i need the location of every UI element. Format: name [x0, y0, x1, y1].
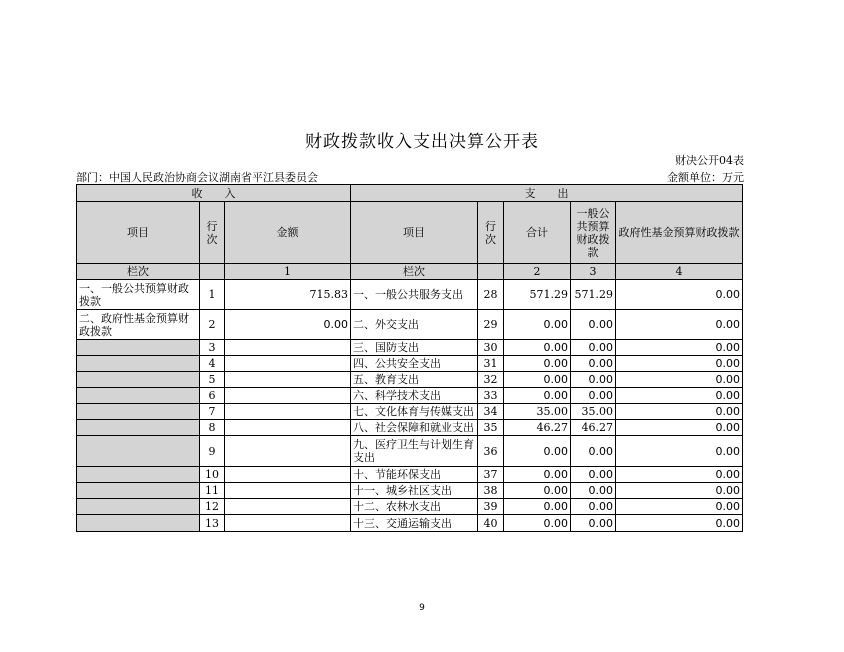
column-header-row [77, 202, 743, 264]
income-amount-cell [225, 404, 351, 420]
income-row-no-cell: 11 [200, 483, 225, 499]
table-row [77, 372, 743, 388]
income-row-no-cell: 13 [200, 515, 225, 532]
expense-item-cell: 七、文化体育与传媒支出 [351, 404, 478, 420]
income-row-no-cell: 8 [200, 420, 225, 436]
income-row-no-cell: 3 [200, 340, 225, 356]
total-cell: 0.00 [504, 310, 571, 340]
general-budget-cell: 0.00 [571, 467, 616, 483]
expense-item-cell: 五、教育支出 [351, 372, 478, 388]
total-cell: 0.00 [504, 467, 571, 483]
total-cell: 0.00 [504, 340, 571, 356]
expense-section-header: 支 出 [351, 185, 743, 202]
total-cell: 0.00 [504, 436, 571, 467]
total-cell: 0.00 [504, 372, 571, 388]
gov-fund-cell: 0.00 [616, 483, 743, 499]
gov-fund-cell: 0.00 [616, 467, 743, 483]
income-amount-cell [225, 356, 351, 372]
expense-row-no-cell: 28 [478, 280, 504, 310]
expense-row-no-cell: 34 [478, 404, 504, 420]
income-row-no-cell: 9 [200, 436, 225, 467]
table-row [77, 280, 743, 310]
income-item-cell [77, 404, 200, 420]
income-item-cell [77, 515, 200, 532]
total-cell: 0.00 [504, 388, 571, 404]
income-item-cell [77, 483, 200, 499]
expense-row-no-cell: 33 [478, 388, 504, 404]
income-item-header: 项目 [77, 202, 200, 264]
expense-row-no-cell: 37 [478, 467, 504, 483]
general-budget-cell: 571.29 [571, 280, 616, 310]
expense-item-cell: 十一、城乡社区支出 [351, 483, 478, 499]
gov-fund-cell: 0.00 [616, 280, 743, 310]
expense-item-cell: 十二、农林水支出 [351, 499, 478, 515]
general-budget-cell: 0.00 [571, 340, 616, 356]
income-item-cell [77, 340, 200, 356]
form-number: 财决公开04表 [675, 154, 744, 167]
total-cell: 0.00 [504, 515, 571, 532]
income-item-cell: 一、一般公共预算财政拨款 [77, 280, 200, 310]
income-amount-cell: 715.83 [225, 280, 351, 310]
expense-row-no-cell: 31 [478, 356, 504, 372]
income-row-no-cell: 2 [200, 310, 225, 340]
total-header: 合计 [504, 202, 571, 264]
expense-item-header: 项目 [351, 202, 478, 264]
expense-item-cell: 十、节能环保支出 [351, 467, 478, 483]
table-row [77, 388, 743, 404]
table-row [77, 499, 743, 515]
income-amount-cell [225, 436, 351, 467]
table-row [77, 436, 743, 467]
gov-fund-cell: 0.00 [616, 372, 743, 388]
column-index-2: 2 [504, 264, 571, 280]
general-budget-cell: 46.27 [571, 420, 616, 436]
expense-row-no-cell: 35 [478, 420, 504, 436]
income-amount-header: 金额 [225, 202, 351, 264]
table-row [77, 420, 743, 436]
income-amount-cell [225, 499, 351, 515]
general-budget-cell: 0.00 [571, 310, 616, 340]
page-number: 9 [419, 603, 425, 613]
column-index-1: 1 [225, 264, 351, 280]
table-row [77, 310, 743, 340]
column-index-3: 3 [571, 264, 616, 280]
general-budget-cell: 0.00 [571, 515, 616, 532]
column-index-label-right: 栏次 [351, 264, 478, 280]
income-item-cell [77, 499, 200, 515]
table-row [77, 404, 743, 420]
gov-fund-cell: 0.00 [616, 404, 743, 420]
general-budget-header: 一般公共预算财政拨款 [571, 202, 616, 264]
income-row-no-cell: 10 [200, 467, 225, 483]
expense-item-cell: 九、医疗卫生与计划生育支出 [351, 436, 478, 467]
general-budget-cell: 0.00 [571, 388, 616, 404]
section-header-row [77, 185, 743, 202]
expense-row-no-header: 行次 [478, 202, 504, 264]
total-cell: 35.00 [504, 404, 571, 420]
income-item-cell [77, 372, 200, 388]
expense-item-cell: 二、外交支出 [351, 310, 478, 340]
income-row-no-cell: 1 [200, 280, 225, 310]
expense-row-no-cell: 40 [478, 515, 504, 532]
table-row [77, 515, 743, 532]
gov-fund-cell: 0.00 [616, 388, 743, 404]
total-cell: 0.00 [504, 499, 571, 515]
page-title: 财政拨款收入支出决算公开表 [305, 132, 539, 152]
income-amount-cell [225, 372, 351, 388]
column-index-label-left: 栏次 [77, 264, 200, 280]
general-budget-cell: 0.00 [571, 372, 616, 388]
total-cell: 0.00 [504, 483, 571, 499]
expense-item-cell: 十三、交通运输支出 [351, 515, 478, 532]
income-row-no-cell: 12 [200, 499, 225, 515]
gov-fund-cell: 0.00 [616, 420, 743, 436]
column-index-row [77, 264, 743, 280]
expense-row-no-cell: 30 [478, 340, 504, 356]
expense-row-no-cell: 38 [478, 483, 504, 499]
income-row-no-header: 行次 [200, 202, 225, 264]
income-row-no-cell: 4 [200, 356, 225, 372]
income-amount-cell [225, 515, 351, 532]
income-amount-cell [225, 388, 351, 404]
expense-item-cell: 八、社会保障和就业支出 [351, 420, 478, 436]
table-row [77, 483, 743, 499]
table-row [77, 340, 743, 356]
income-item-cell [77, 436, 200, 467]
budget-table [76, 184, 743, 532]
income-amount-cell: 0.00 [225, 310, 351, 340]
gov-fund-cell: 0.00 [616, 515, 743, 532]
gov-fund-header: 政府性基金预算财政拨款 [616, 202, 743, 264]
general-budget-cell: 35.00 [571, 404, 616, 420]
expense-row-no-cell: 39 [478, 499, 504, 515]
total-cell: 571.29 [504, 280, 571, 310]
unit-label: 金额单位：万元 [667, 171, 744, 184]
column-index-empty [478, 264, 504, 280]
expense-row-no-cell: 29 [478, 310, 504, 340]
income-row-no-cell: 5 [200, 372, 225, 388]
department-label: 部门：中国人民政治协商会议湖南省平江县委员会 [76, 171, 318, 184]
income-amount-cell [225, 420, 351, 436]
gov-fund-cell: 0.00 [616, 499, 743, 515]
expense-item-cell: 四、公共安全支出 [351, 356, 478, 372]
gov-fund-cell: 0.00 [616, 340, 743, 356]
gov-fund-cell: 0.00 [616, 436, 743, 467]
income-row-no-cell: 6 [200, 388, 225, 404]
gov-fund-cell: 0.00 [616, 310, 743, 340]
general-budget-cell: 0.00 [571, 356, 616, 372]
total-cell: 0.00 [504, 356, 571, 372]
income-item-cell [77, 356, 200, 372]
income-amount-cell [225, 483, 351, 499]
general-budget-cell: 0.00 [571, 436, 616, 467]
column-index-4: 4 [616, 264, 743, 280]
income-item-cell: 二、政府性基金预算财政拨款 [77, 310, 200, 340]
table-row [77, 467, 743, 483]
general-budget-cell: 0.00 [571, 483, 616, 499]
income-item-cell [77, 388, 200, 404]
income-item-cell [77, 420, 200, 436]
income-row-no-cell: 7 [200, 404, 225, 420]
expense-item-cell: 一、一般公共服务支出 [351, 280, 478, 310]
general-budget-cell: 0.00 [571, 499, 616, 515]
expense-row-no-cell: 32 [478, 372, 504, 388]
income-amount-cell [225, 467, 351, 483]
gov-fund-cell: 0.00 [616, 356, 743, 372]
expense-row-no-cell: 36 [478, 436, 504, 467]
income-amount-cell [225, 340, 351, 356]
income-item-cell [77, 467, 200, 483]
expense-item-cell: 六、科学技术支出 [351, 388, 478, 404]
column-index-empty [200, 264, 225, 280]
expense-item-cell: 三、国防支出 [351, 340, 478, 356]
table-row [77, 356, 743, 372]
income-section-header: 收 入 [77, 185, 351, 202]
total-cell: 46.27 [504, 420, 571, 436]
